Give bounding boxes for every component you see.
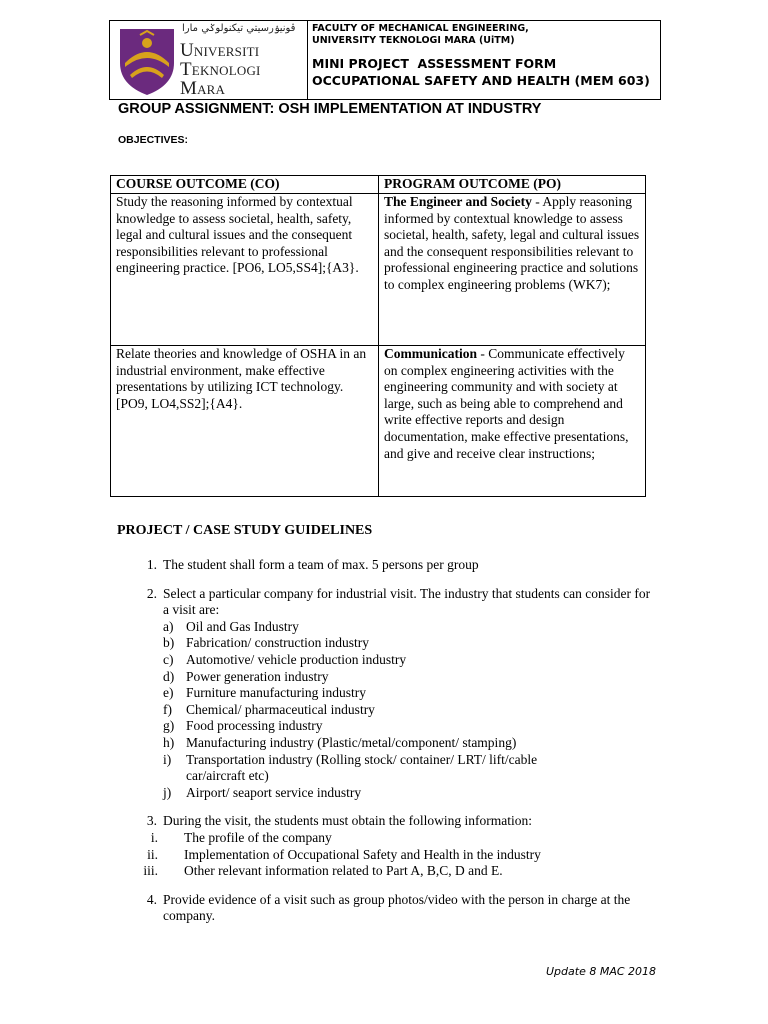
sub-label: j)	[163, 784, 172, 800]
sub-text: Oil and Gas Industry	[186, 618, 299, 634]
sub-item	[163, 635, 658, 652]
roman-label: i.	[150, 829, 158, 845]
form-line-1: MINI PROJECT ASSESSMENT FORM	[312, 56, 557, 71]
uni-line-1: Universiti	[180, 40, 260, 61]
po-text: - Communicate effectively on complex engineering activities with the engineering community and with society at large, such as being able to comprehend and write effective reports and design documentation, make effective presentations, and give and receive clear instructions;	[384, 346, 629, 461]
sub-item	[163, 619, 658, 636]
roman-text: Other relevant information related to Part A, B,C, D and E.	[184, 863, 503, 879]
sub-item	[163, 652, 658, 669]
form-line-2: OCCUPATIONAL SAFETY AND HEALTH (MEM 603)	[312, 73, 650, 88]
table-row	[111, 346, 646, 497]
faculty-line-2: UNIVERSITY TEKNOLOGI MARA (UiTM)	[312, 35, 515, 46]
sub-item	[163, 685, 658, 702]
roman-text: The profile of the company	[184, 829, 332, 845]
form-title	[312, 55, 660, 89]
item-text: Provide evidence of a visit such as group photos/video with the person in charge at the company.	[163, 891, 631, 924]
jawi-script: ڤونيۏرسيتي تيکنولوݢي مارا	[182, 23, 296, 34]
item-number: 2.	[146, 585, 157, 601]
header-info	[308, 21, 660, 99]
uitm-logo-icon	[116, 23, 178, 97]
roman-label: ii.	[147, 846, 158, 862]
item-body	[143, 813, 658, 879]
footer-update-note: Update 8 MAC 2018	[546, 965, 657, 978]
uni-line-2: Teknologi	[180, 59, 261, 80]
sub-text: Chemical/ pharmaceutical industry	[186, 701, 375, 717]
po-text: - Apply reasoning informed by contextual knowledge to assess societal, health, safety, legal and cultural issues and the consequent responsibilities relevant to professional engineering practice and solutions to complex engineering problems (WK7);	[384, 194, 640, 292]
outcomes-table	[110, 175, 646, 497]
roman-item	[147, 846, 658, 864]
sub-label: d)	[163, 668, 175, 684]
item-number: 4.	[146, 891, 157, 907]
sub-text: Furniture manufacturing industry	[186, 685, 366, 701]
item-text: Select a particular company for industrial visit. The industry that students can consider for a visit are:	[163, 585, 651, 618]
group-assignment-title: GROUP ASSIGNMENT: OSH IMPLEMENTATION AT INDUSTRY	[118, 101, 542, 117]
sub-text: Airport/ seaport service industry	[186, 784, 362, 800]
list-item	[118, 586, 658, 802]
co-header: COURSE OUTCOME (CO)	[111, 176, 379, 194]
roman-item	[150, 829, 658, 847]
sub-label: a)	[163, 618, 174, 634]
sub-label: b)	[163, 635, 175, 651]
sub-text: Fabrication/ construction industry	[186, 635, 369, 651]
roman-item	[143, 863, 658, 880]
sub-item	[163, 785, 658, 802]
logo-cell	[110, 21, 308, 99]
item-text: The student shall form a team of max. 5 persons per group	[163, 557, 479, 572]
sub-text: Food processing industry	[186, 718, 323, 734]
sub-label: c)	[163, 651, 174, 667]
table-header-row	[111, 176, 646, 194]
sub-label: e)	[163, 685, 174, 701]
guidelines-list	[118, 557, 658, 937]
item-number: 1.	[146, 557, 157, 572]
po-header: PROGRAM OUTCOME (PO)	[379, 176, 646, 194]
list-item	[118, 892, 658, 925]
sub-label: i)	[163, 751, 172, 767]
roman-text: Implementation of Occupational Safety and Health in the industry	[184, 846, 541, 862]
po-cell	[379, 194, 646, 346]
co-cell: Study the reasoning informed by contextual knowledge to assess societal, health, safety, legal and cultural issues and the consequent responsibilities relevant to professional engineering practice. [PO6, LO5,SS4];{A3}.	[111, 194, 379, 346]
objectives-label: OBJECTIVES:	[118, 134, 189, 146]
faculty-line-1: FACULTY OF MECHANICAL ENGINEERING,	[312, 23, 529, 34]
sub-label: f)	[163, 701, 172, 717]
university-name	[180, 41, 261, 98]
uni-line-3: Mara	[180, 78, 226, 99]
sub-text: Manufacturing industry (Plastic/metal/component/ stamping)	[186, 734, 517, 750]
item-number: 3.	[146, 813, 157, 829]
list-item	[118, 813, 658, 879]
po-title: Communication	[384, 346, 478, 361]
po-cell	[379, 346, 646, 497]
sub-label: g)	[163, 718, 175, 734]
sub-item	[163, 752, 658, 785]
sub-text: Transportation industry (Rolling stock/ container/ LRT/ lift/cable car/aircraft etc)	[186, 751, 538, 784]
sub-item	[163, 735, 658, 752]
header-box	[109, 20, 661, 100]
co-cell: Relate theories and knowledge of OSHA in an industrial environment, make effective presentations by utilizing ICT technology. [PO9, LO4,SS2];{A4}.	[111, 346, 379, 497]
sub-item	[163, 669, 658, 686]
sub-label: h)	[163, 734, 175, 750]
sub-text: Automotive/ vehicle production industry	[186, 651, 407, 667]
sub-item	[163, 718, 658, 735]
po-title: The Engineer and Society	[384, 194, 532, 209]
item-text: During the visit, the students must obtain the following information:	[163, 813, 532, 829]
list-item	[118, 557, 658, 574]
sub-item	[163, 702, 658, 719]
roman-label: iii.	[143, 863, 158, 879]
sub-text: Power generation industry	[186, 668, 329, 684]
table-row	[111, 194, 646, 346]
item-body	[163, 586, 658, 802]
guidelines-title: PROJECT / CASE STUDY GUIDELINES	[117, 523, 373, 538]
